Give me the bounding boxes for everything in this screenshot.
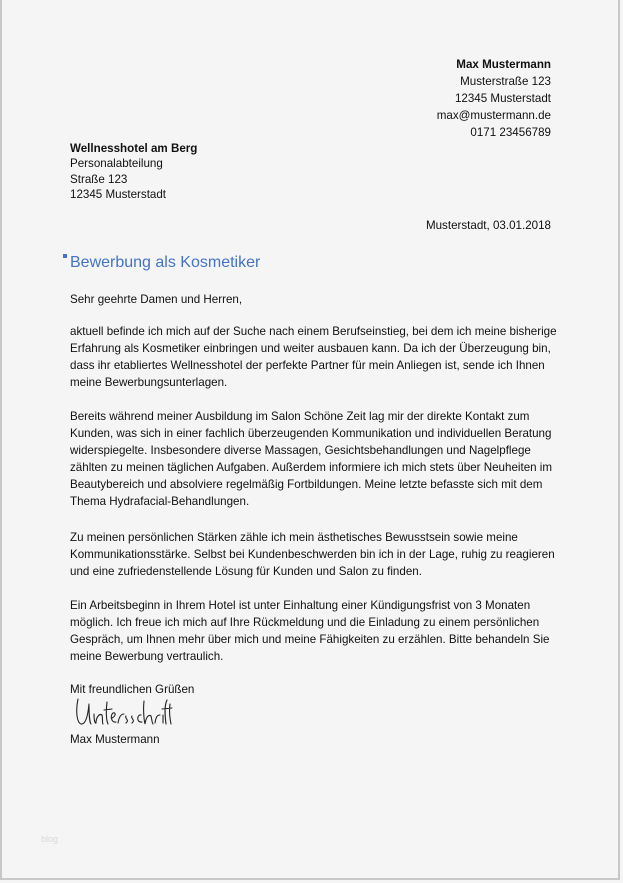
text-line: Erfahrung als Kosmetiker einbringen und weiter ausbauen kann. Da ich der Überzeugung bin, — [70, 342, 551, 355]
watermark: blog — [41, 834, 59, 844]
signer-name: Max Mustermann — [70, 733, 160, 746]
paragraph-1 — [70, 323, 557, 391]
recipient-address — [70, 141, 197, 202]
text-line: Ein Arbeitsbeginn in Ihrem Hotel ist unter Einhaltung einer Kündigungsfrist von 3 Monaten — [70, 599, 531, 612]
paragraph-4 — [70, 597, 550, 665]
text-line: zählten zu meinen täglichen Aufgaben. Außerdem informiere ich mich stets über Neuheiten im — [70, 461, 553, 474]
text-line: aktuell befinde ich mich auf der Suche nach einem Berufseinstieg, bei dem ich meine bisherige — [70, 325, 557, 338]
text-line: dass ihr etabliertes Wellnesshotel der perfekte Partner für mein Anliegen ist, sende ich Ihnen — [70, 359, 545, 372]
text-line: Zu meinen persönlichen Stärken zähle ich mein ästhetisches Bewusstsein sowie meine — [70, 531, 518, 544]
closing: Mit freundlichen Grüßen — [70, 683, 195, 696]
letter-subject: Bewerbung als Kosmetiker — [70, 254, 261, 271]
text-line: Bereits während meiner Ausbildung im Salon Schöne Zeit lag mir der direkte Kontakt zum — [70, 410, 530, 423]
paragraph-2 — [70, 408, 552, 510]
salutation: Sehr geehrte Damen und Herren, — [70, 293, 243, 306]
text-line: Gespräch, um Ihnen mehr über mich und meine Fähigkeiten zu erzählen. Bitte behandeln Sie — [70, 633, 550, 646]
sender-name: Max Mustermann — [456, 58, 551, 71]
paragraph-3 — [70, 529, 555, 580]
text-line: Thema Hydrafacial-Behandlungen. — [70, 495, 250, 508]
recipient-line: Personalabteilung — [70, 157, 163, 171]
letter-date: Musterstadt, 03.01.2018 — [425, 219, 551, 232]
text-line: möglich. Ich freue ich mich auf Ihre Rückmeldung und die Einladung zu einem persönlichen — [70, 616, 540, 629]
text-line: und eine zufriedenstellende Lösung für Kunden und Salon zu finden. — [70, 565, 422, 578]
sender-address — [437, 56, 551, 141]
sender-line: max@mustermann.de — [436, 109, 551, 122]
sender-line: Musterstraße 123 — [460, 75, 551, 88]
sender-line: 0171 23456789 — [470, 126, 551, 139]
text-line: meine Bewerbung vertraulich. — [70, 650, 224, 663]
handwritten-signature — [74, 696, 174, 730]
text-line: Kommunikationsstärke. Selbst bei Kundenbeschwerden bin ich in der Lage, ruhig zu reagieren — [70, 548, 555, 561]
heading-marker — [63, 254, 67, 258]
text-line: meine Bewerbungsunterlagen. — [70, 376, 228, 389]
recipient-line: Straße 123 — [70, 172, 128, 186]
text-line: widerspiegelte. Insbesondere diverse Massagen, Gesichtsbehandlungen und Nagelpflege — [70, 444, 531, 457]
sender-line: 12345 Musterstadt — [454, 92, 551, 105]
recipient-line: 12345 Musterstadt — [70, 187, 167, 201]
text-line: Beautybereich und absolviere regelmäßig Fortbildungen. Meine letzte befasste sich mit dem — [70, 478, 543, 491]
text-line: Kunden, was sich in einer fachlich überzeugenden Kommunikation und individuellen Beratung — [70, 427, 552, 440]
recipient-name: Wellnesshotel am Berg — [70, 142, 198, 155]
